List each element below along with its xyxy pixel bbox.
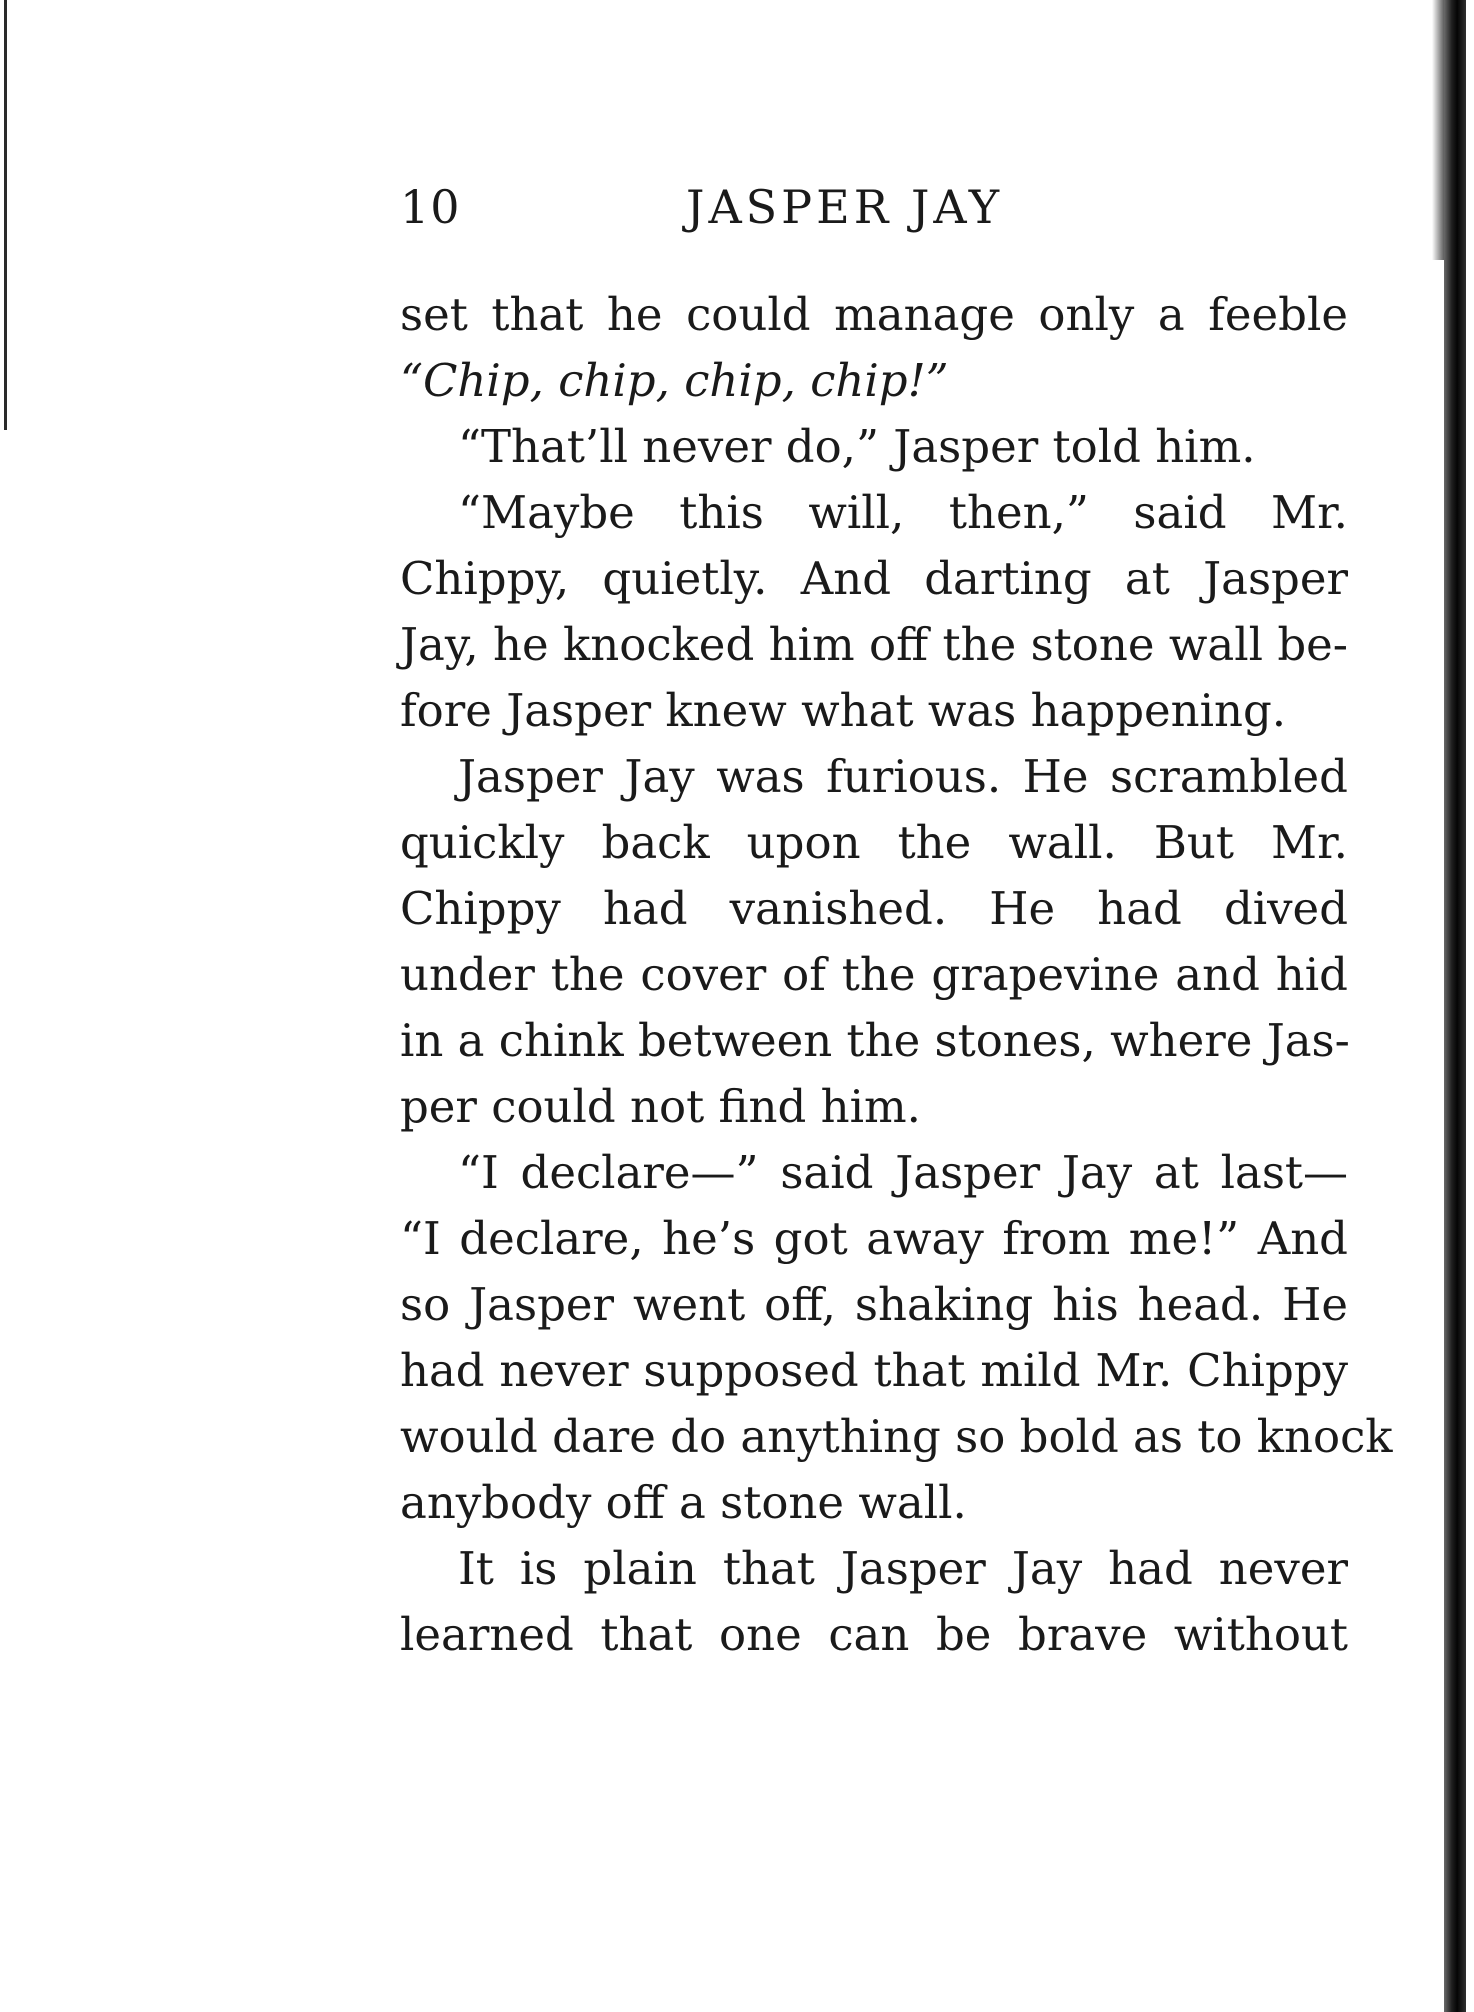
text-line: “I declare—” said Jasper Jay at last— [458,1146,1348,1199]
text-line: quickly back upon the wall. But Mr. [400,816,1348,869]
text-line: fore Jasper knew what was happening. [400,684,1287,737]
text-line: Chippy, quietly. And darting at Jasper [400,552,1348,605]
text-line: Chippy had vanished. He had dived [400,882,1348,935]
text-line: “Maybe this will, then,” said Mr. [458,486,1348,539]
text-line: per could not find him. [400,1080,921,1133]
text-line: set that he could manage only a feeble [400,288,1348,341]
text-line: It is plain that Jasper Jay had never [458,1542,1348,1595]
text-line: “Chip, chip, chip, chip!” [400,354,949,407]
text-line: under the cover of the grapevine and hid [400,948,1348,1001]
text-line: Jasper Jay was furious. He scrambled [458,750,1348,803]
text-line: “That’ll never do,” Jasper told him. [458,420,1256,473]
body-text [400,282,1393,1668]
text-line: “I declare, he’s got away from me!” And [400,1212,1348,1265]
binding-edge [1444,0,1466,2012]
text-line: Jay, he knocked him off the stone wall be- [400,618,1348,671]
text-line: anybody off a stone wall. [400,1476,967,1529]
text-line: learned that one can be brave without [400,1608,1348,1661]
running-head [400,180,1400,240]
running-title: JASPER JAY [686,180,1004,234]
text-line: had never supposed that mild Mr. Chippy [400,1344,1348,1397]
text-line: so Jasper went off, shaking his head. He [400,1278,1348,1331]
text-line: would dare do anything so bold as to knock [400,1410,1393,1463]
page-number: 10 [400,180,461,234]
left-margin-rule [4,0,7,430]
text-line: in a chink between the stones, where Jas- [400,1014,1350,1067]
